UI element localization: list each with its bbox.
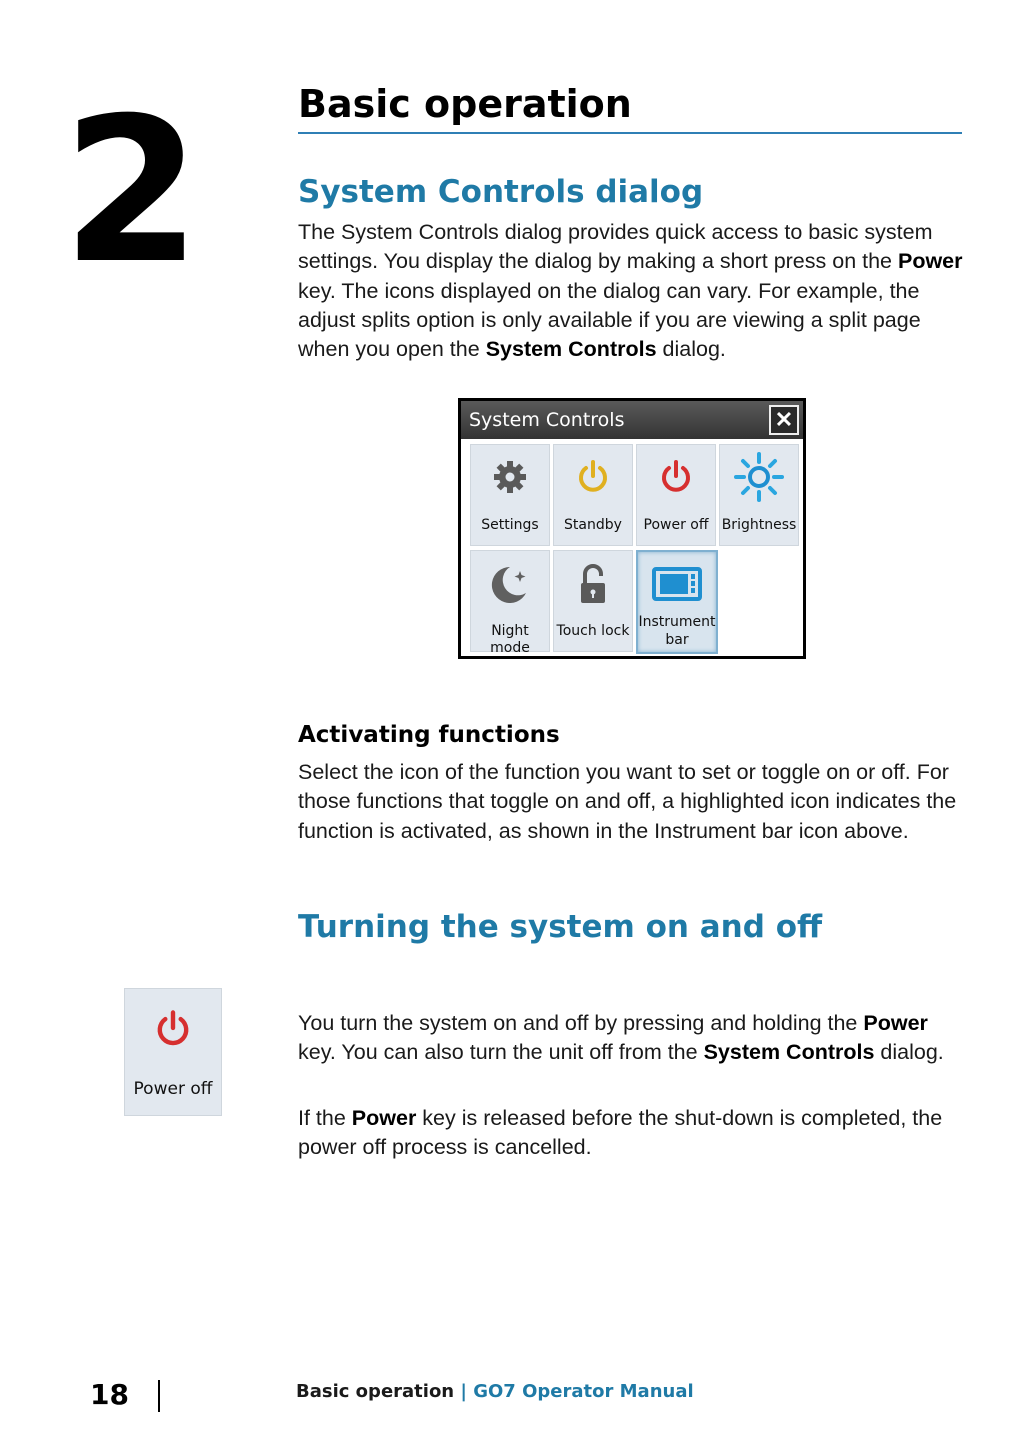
settings-tile[interactable] xyxy=(470,444,550,546)
tile-label: Standby xyxy=(564,517,622,533)
footer-manual-title: GO7 Operator Manual xyxy=(473,1381,694,1402)
power-off-tile[interactable] xyxy=(636,444,716,546)
footer-divider xyxy=(158,1380,160,1412)
tile-label: Instrument xyxy=(638,614,716,630)
power-icon xyxy=(125,1007,221,1056)
moon-icon xyxy=(471,563,549,605)
side-tile-label: Power off xyxy=(133,1079,213,1099)
dialog-title: System Controls xyxy=(469,409,625,431)
night-mode-tile[interactable] xyxy=(470,550,550,656)
tile-label: Power off xyxy=(643,517,709,533)
system-controls-dialog xyxy=(458,398,806,659)
section1-paragraph: The System Controls dialog provides quick access to basic system settings. You display the dialog by making a short press on the Power key. The icons displayed on the dialog can vary. For example, the adjust splits option is only available if you are viewing a split page when you open the System Controls dialog. xyxy=(298,220,963,362)
page-number: 18 xyxy=(90,1378,129,1411)
tile-label: Brightness xyxy=(721,517,797,533)
sun-icon xyxy=(720,451,798,493)
turning-on-off-paragraph-2: If the Power key is released before the shut-down is completed, the power off process is cancelled. xyxy=(298,1106,943,1160)
dialog-titlebar xyxy=(461,401,803,439)
tile-label: Night mode xyxy=(490,623,530,656)
section-heading-turning-on-off: Turning the system on and off xyxy=(298,909,823,945)
subsection-heading-activating-functions: Activating functions xyxy=(298,722,560,748)
standby-tile[interactable] xyxy=(553,444,633,546)
turning-on-off-paragraph-1: You turn the system on and off by pressing and holding the Power key. You can also turn the unit off from the System Controls dialog. xyxy=(298,1011,944,1065)
chapter-title: Basic operation xyxy=(298,82,632,126)
touch-lock-tile[interactable] xyxy=(553,550,633,652)
footer-section: Basic operation xyxy=(296,1381,455,1402)
instrument-bar-icon xyxy=(638,566,716,608)
power-off-side-icon-tile xyxy=(124,988,222,1116)
tile-label: Settings xyxy=(481,517,539,533)
tile-label: Touch lock xyxy=(556,623,630,639)
chapter-number: 2 xyxy=(62,75,198,308)
section-heading-system-controls: System Controls dialog xyxy=(298,174,704,210)
gear-icon xyxy=(471,457,549,499)
close-icon[interactable]: ✕ xyxy=(769,405,799,435)
chapter-divider xyxy=(298,132,962,134)
activating-functions-paragraph: Select the icon of the function you want to set or toggle on or off. For those functions that toggle on and off, a highlighted icon indicates the function is activated, as shown in the Instrument bar icon above. xyxy=(298,760,957,843)
instrument-bar-tile[interactable] xyxy=(636,550,718,654)
power-icon xyxy=(637,457,715,499)
tile-label-line2: bar xyxy=(665,632,689,648)
brightness-tile[interactable] xyxy=(719,444,799,546)
standby-icon xyxy=(554,457,632,499)
footer-running-title xyxy=(296,1381,694,1402)
padlock-icon xyxy=(554,563,632,605)
footer-separator: | xyxy=(454,1381,474,1402)
